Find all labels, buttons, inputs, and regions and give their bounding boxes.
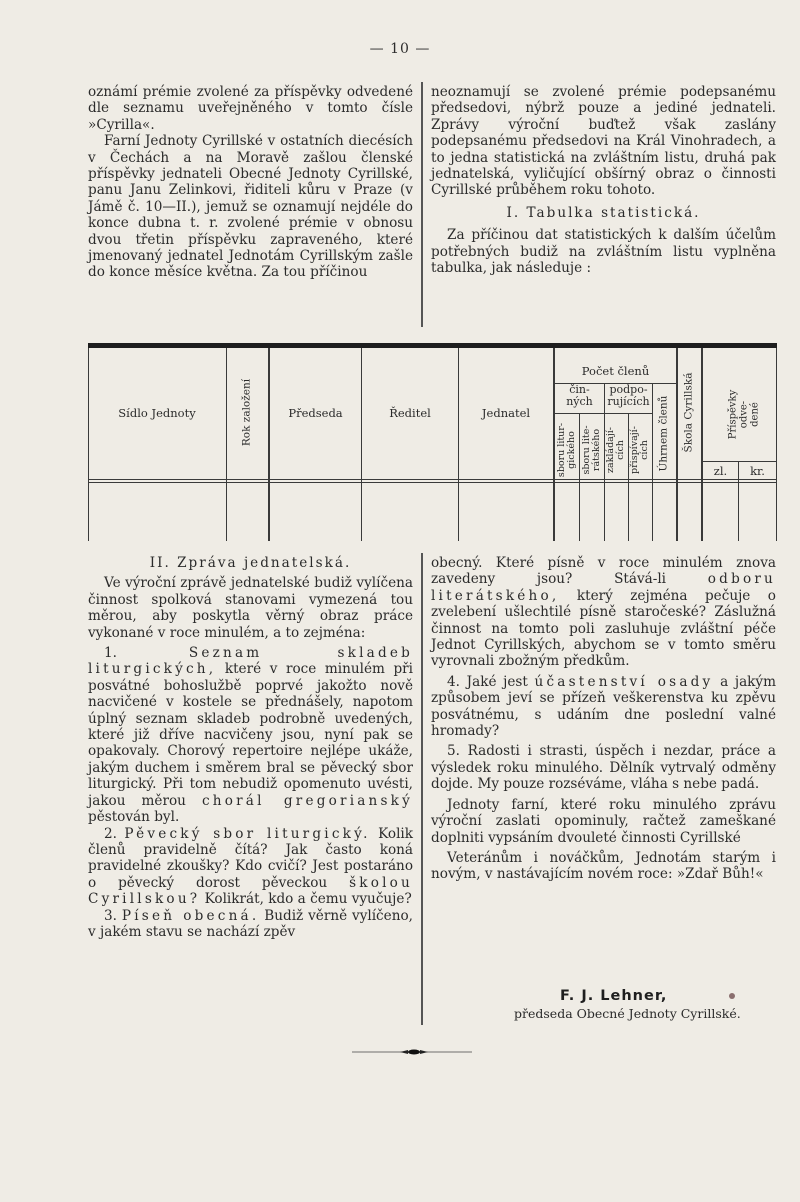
list-item — [88, 908, 413, 941]
header-rule — [88, 482, 777, 483]
header-choir-liturgical: sboru litur- gického — [556, 422, 577, 478]
item-text: Kolik členů pravidelně čítá? Jak často koná pravidelné zkoušky? Kdo cvičí? Jest postaráno o pěvecký dorost pěveckou — [88, 825, 414, 891]
column-rule — [361, 348, 362, 541]
column-rule — [226, 348, 227, 541]
header-founding: zakládají- cích — [605, 426, 626, 474]
statistics-table — [88, 343, 777, 541]
header-rule — [88, 479, 777, 480]
list-item: 5. Radosti i strasti, úspěch i nezdar, práce a výsledek roku minulého. Dělník vytrvalý odměny dojde. My pouze rozséváme, vláha s nebe padá. — [431, 743, 776, 793]
item-number: 1. — [104, 645, 117, 662]
header-supporting: podpo- rujících — [607, 383, 650, 408]
header-kr: kr. — [750, 464, 765, 478]
column-rule — [268, 348, 270, 541]
text: Jaké jest — [466, 673, 528, 690]
paragraph: Za příčinou dat statistických k dalším účelům potřebných budiž na zvláštním listu vyplněna tabulka, jak následuje : — [431, 227, 776, 277]
item-number: 4. — [447, 673, 460, 690]
signature-role: předseda Obecné Jednoty Cyrillské. — [514, 1006, 741, 1021]
header-zl: zl. — [713, 464, 728, 478]
column-divider — [421, 553, 423, 1025]
paragraph: Ve výroční zprávě jednatelské budiž vylíčena činnost spolková stanovami vymezená tou měrou, aby poskytla věrný obraz práce vykonané v roce minulém, a to zejména: — [88, 575, 413, 641]
column-divider — [421, 82, 423, 327]
page-number: — 10 — — [369, 41, 431, 57]
paragraph — [431, 555, 776, 670]
table-border — [88, 348, 89, 541]
text: který zejména pečuje o zvelebení ušlechtilé písně staročeské? Záslužná činnost na tomto poli zasluhuje zvláštní péče Jednot Cyrillských, abychom se v tomto směru vyrovnali zbožným předkům. — [431, 587, 776, 670]
table-border — [776, 348, 777, 541]
item-text: Kolikrát, kdo a čemu vyučuje? — [204, 891, 412, 908]
header-active: čin- ných — [566, 383, 593, 408]
header-seat: Sídlo Jednoty — [118, 406, 196, 420]
header-contributions: Příspěvky odve- dené — [727, 389, 761, 440]
section-heading: I. Tabulka statistická. — [506, 204, 701, 221]
end-ornament-icon — [352, 1048, 472, 1056]
column-top-right — [431, 84, 776, 276]
item-title: Pěvecký sbor liturgický. — [124, 825, 371, 842]
column-rule — [652, 383, 653, 541]
paragraph: Farní Jednoty Cyrillské v ostatních diecésích v Čechách a na Moravě zašlou členské příspěvky jednateli Obecné Jednoty Cyrillské, panu Janu Zelinkovi, řiditeli kůru v Praze (v Jámě č. 10—II.), jemuž se oznamují nejdéle do konce dubna t. r. zvolené prémie v obnosu dvou třetin příspěvku zapraveného, které jmenovaný jednatel Jednotám Cyrillským zašle do konce měsíce května. Za tou příčinou — [88, 133, 413, 281]
text: obecný. Které písně v roce minulém znova zavedeny jsou? Stává-li — [431, 555, 776, 588]
section-heading: II. Zpráva jednatelská. — [149, 555, 352, 571]
header-chair: Předseda — [288, 406, 343, 420]
paragraph: neoznamují se zvolené prémie podepsanému předsedovi, nýbrž pouze a jediné jednateli. Zprávy výroční buďtež však zaslány podepsanému předsedovi na Král Vinohradech, a to jedna statistická na zvláštním listu, druhá pak jednatelská, vyličující obšírný obraz o činnosti Cyrillské průběhem roku tohoto. — [431, 84, 776, 199]
header-director: Ředitel — [389, 406, 431, 420]
emphasis: odboru literátského, — [431, 571, 777, 604]
column-rule — [703, 461, 776, 462]
header-secretary: Jednatel — [481, 406, 531, 420]
item-number: 3. — [104, 907, 117, 924]
signature-name: F. J. Lehner, — [560, 988, 668, 1004]
text: a jakým způsobem jeví se přízeň veškerenstva ku zpěvu posvátnému, s udáním dne poslední valné hromady? — [431, 673, 776, 740]
emphasis: školou Cyrillskou? — [88, 874, 413, 908]
table-top-rule — [88, 343, 777, 348]
column-rule — [701, 348, 703, 541]
emphasis: chorál gregorianský — [201, 792, 413, 809]
header-choir-literary: sboru lite- rátského — [581, 425, 602, 475]
column-top-left — [88, 84, 413, 281]
header-total-members: Úhrnem členů — [657, 395, 670, 472]
item-text: pěstován byl. — [88, 809, 180, 826]
ink-dot — [729, 993, 735, 999]
header-contributing: přispívají- cích — [629, 426, 650, 474]
column-rule — [676, 348, 678, 541]
item-text: které v roce minulém při posvátné bohoslužbě poprvé jakožto nově nacvičené v kostele se přednášely, napotom úplný seznam skladeb podrobně uvedených, které již dříve nacvičeny jsou, nyní pak se opakovaly. Chorový repertoire nejlépe ukáže, jakým duchem i směrem bral se pěvecký sbor liturgický. Při tom nebudiž opomenuto uvésti, jakou měrou — [88, 661, 414, 809]
column-bottom-right — [431, 555, 776, 883]
paragraph: oznámí prémie zvolené za příspěvky odvedené dle seznamu uveřejněného v tomto čísle »Cyrilla«. — [88, 84, 413, 133]
header-members: Počet členů — [581, 364, 650, 378]
list-item — [88, 826, 413, 908]
header-school: Škola Cyrillská — [682, 372, 695, 453]
list-item — [431, 674, 776, 740]
column-rule — [458, 348, 459, 541]
column-bottom-left — [88, 555, 413, 940]
column-rule — [579, 413, 580, 541]
item-title: Seznam skladeb liturgických, — [88, 645, 413, 678]
emphasis: účastenství osady — [534, 673, 714, 690]
item-title: Píseň obecná. — [121, 907, 260, 924]
paragraph: Jednoty farní, které roku minulého zprávu výroční zaslati opominuly, račtež zameškané doplniti vypsáním dvouleté činnosti Cyrillské — [431, 796, 776, 846]
paragraph: Veteránům i nováčkům, Jednotám starým i novým, v nastávajícím novém roce: »Zdař Bůh!« — [431, 849, 776, 883]
item-text: Budiž věrně vylíčeno, v jakém stavu se nachází zpěv — [88, 907, 413, 940]
item-number: 2. — [104, 825, 117, 842]
header-founded: Rok založení — [240, 378, 253, 447]
list-item — [88, 645, 413, 825]
